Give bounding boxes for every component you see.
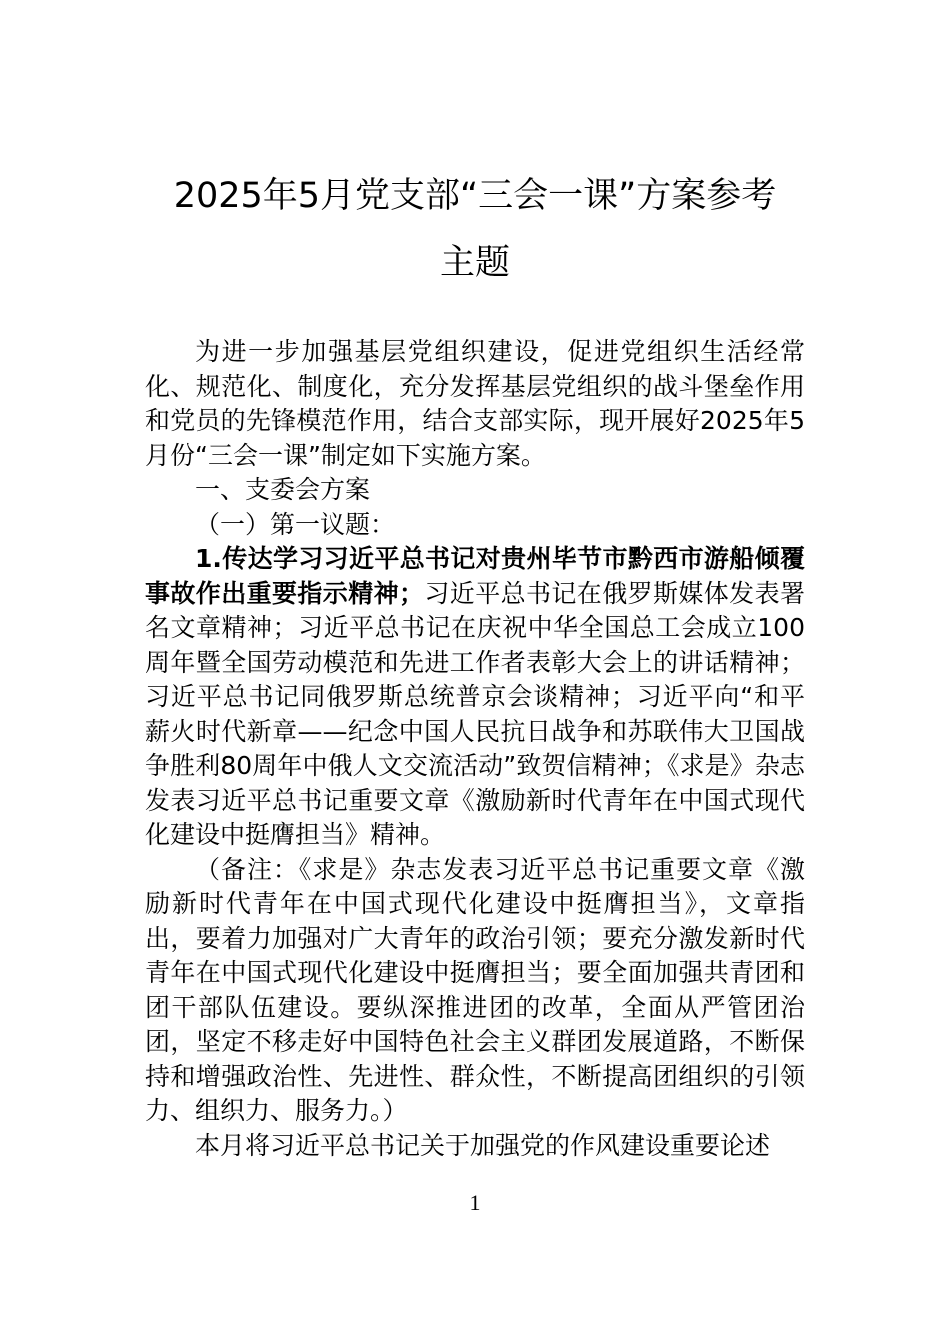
page-number: 1	[469, 1190, 481, 1215]
document-title-line-2: 主题	[439, 243, 510, 283]
intro-paragraph: 为进一步加强基层党组织建设，促进党组织生活经常化、规范化、制度化，充分发挥基层党组织的战斗堡垒作用和党员的先锋模范作用，结合支部实际，现开展好2025年5月份“三会一课”制定如下实施方案。	[145, 337, 805, 470]
item-1-bold-lead: 1.传达学习习近平总书记对贵州毕节市黔西市游船倾覆事故作出重要指示精神；	[145, 544, 805, 608]
item-1-paragraph	[145, 542, 805, 853]
item-1-text: 习近平总书记在俄罗斯媒体发表署名文章精神；习近平总书记在庆祝中华全国总工会成立100周年暨全国劳动模范和先进工作者表彰大会上的讲话精神；习近平总书记同俄罗斯总统普京会谈精神；习近平向“和平薪火时代新章——纪念中国人民抗日战争和苏联伟大卫国战争胜利80周年中俄人文交流活动”致贺信精神；《求是》杂志发表习近平总书记重要文章《激励新时代青年在中国式现代化建设中挺膺担当》精神。	[145, 578, 805, 849]
section-heading-1: 一、支委会方案	[195, 475, 371, 504]
closing-paragraph: 本月将习近平总书记关于加强党的作风建设重要论述	[195, 1130, 771, 1160]
document-body	[145, 335, 805, 1163]
document-title-line-1: 2025年5月党支部“三会一课”方案参考	[173, 176, 777, 216]
note-paragraph: （备注：《求是》杂志发表习近平总书记重要文章《激励新时代青年在中国式现代化建设中挺膺担当》，文章指出，要着力加强对广大青年的政治引领；要充分激发新时代青年在中国式现代化建设中挺膺担当；要全面加强共青团和团干部队伍建设。要纵深推进团的改革，全面从严管团治团，坚定不移走好中国特色社会主义群团发展道路，不断保持和增强政治性、先进性、群众性，不断提高团组织的引领力、组织力、服务力。）	[145, 854, 805, 1125]
subsection-heading-1: （一）第一议题：	[195, 509, 396, 539]
